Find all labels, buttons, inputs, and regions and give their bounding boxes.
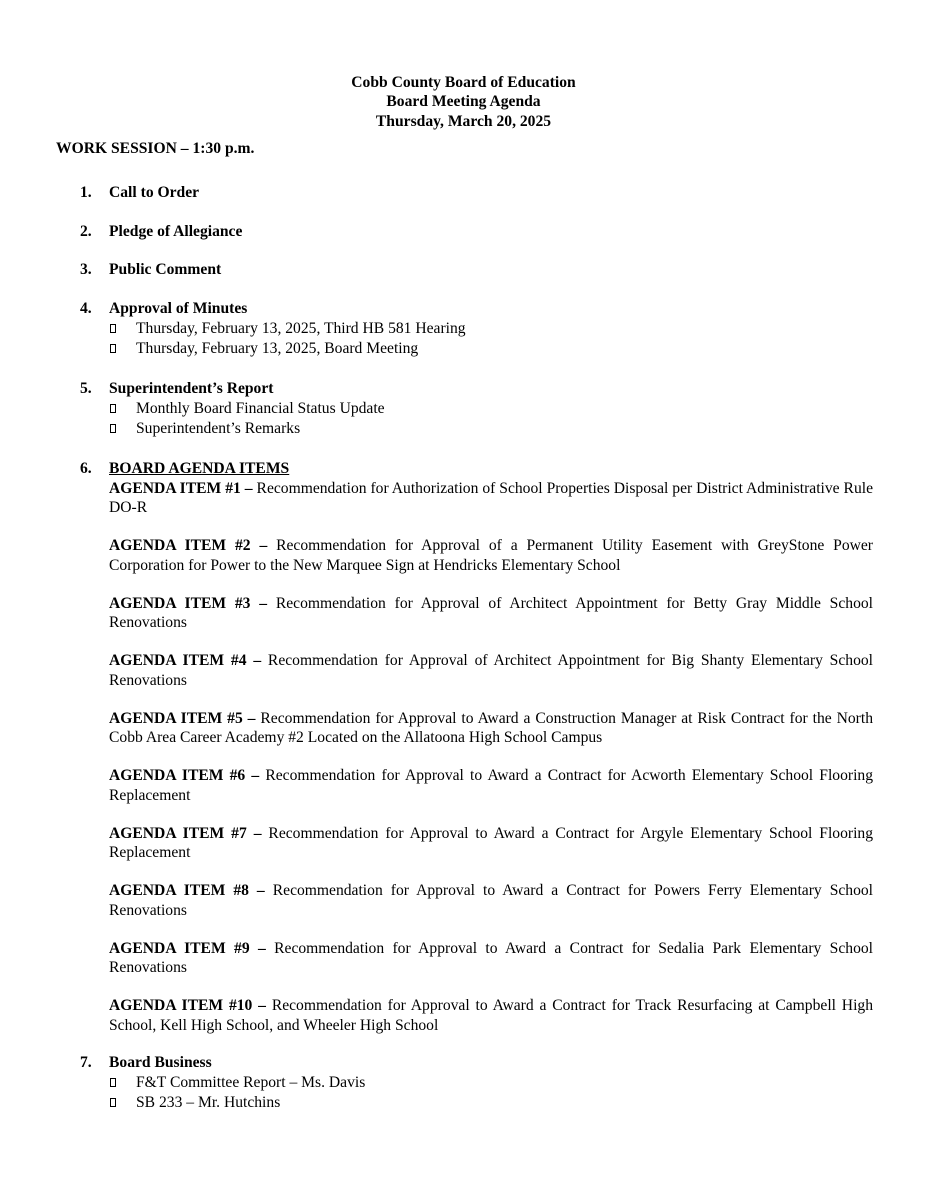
- section-call-to-order: [80, 183, 873, 203]
- section-title: Approval of Minutes: [109, 300, 248, 317]
- list-item: Thursday, February 13, 2025, Third HB 581 Hearing: [109, 319, 873, 340]
- list-item: Monthly Board Financial Status Update: [109, 399, 873, 420]
- section-title: BOARD AGENDA ITEMS: [109, 460, 290, 477]
- agenda-item-1: AGENDA ITEM #1 – Recommendation for Authorization of School Properties Disposal per District Administrative Rule DO-R: [109, 479, 873, 516]
- section-title: Superintendent’s Report: [109, 380, 274, 397]
- section-board-agenda-items: [80, 459, 873, 1054]
- agenda-item-5: AGENDA ITEM #5 – Recommendation for Approval to Award a Construction Manager at Risk Contract for the North Cobb Area Career Academy #2 Located on the Allatoona High School Campus: [109, 709, 874, 746]
- agenda-item-7: AGENDA ITEM #7 – Recommendation for Approval to Award a Contract for Argyle Elementary School Flooring Replacement: [109, 824, 874, 861]
- document-title: Board Meeting Agenda: [386, 93, 541, 111]
- section-number: 3.: [80, 261, 92, 278]
- section-pledge: [80, 222, 873, 242]
- org-name: Cobb County Board of Education: [351, 74, 576, 91]
- agenda-item-4: AGENDA ITEM #4 – Recommendation for Approval of Architect Appointment for Big Shanty Elementary School Renovations: [109, 652, 874, 689]
- list-item: F&T Committee Report – Ms. Davis: [109, 1073, 873, 1094]
- agenda-item-9: AGENDA ITEM #9 – Recommendation for Approval to Award a Contract for Sedalia Park Elementary School Renovations: [109, 939, 873, 976]
- bullet-box-icon: [110, 324, 116, 333]
- section-title: Pledge of Allegiance: [109, 223, 243, 240]
- section-approval-of-minutes: [80, 299, 873, 360]
- bullet-box-icon: [110, 1098, 116, 1107]
- agenda-item-3: AGENDA ITEM #3 – Recommendation for Approval of Architect Appointment for Betty Gray Middle School Renovations: [109, 594, 874, 631]
- section-number: 1.: [80, 184, 92, 201]
- section-number: 5.: [80, 380, 92, 397]
- section-title: Public Comment: [109, 261, 222, 278]
- list-item: Superintendent’s Remarks: [109, 419, 873, 440]
- agenda-item-list: [109, 479, 873, 1036]
- section-board-business: [80, 1053, 873, 1114]
- agenda-item-10: AGENDA ITEM #10 – Recommendation for Approval to Award a Contract for Track Resurfacing at Campbell High School, Kell High School, and Wheeler High School: [109, 997, 873, 1034]
- bullet-list: [109, 399, 873, 440]
- section-number: 4.: [80, 300, 92, 317]
- list-item: SB 233 – Mr. Hutchins: [109, 1093, 873, 1114]
- section-superintendent-report: [80, 379, 873, 440]
- bullet-box-icon: [110, 424, 116, 433]
- meeting-date: Thursday, March 20, 2025: [375, 112, 552, 130]
- bullet-box-icon: [110, 1078, 116, 1087]
- section-number: 7.: [80, 1054, 92, 1071]
- list-item: Thursday, February 13, 2025, Board Meeting: [109, 339, 873, 360]
- session-heading: WORK SESSION – 1:30 p.m.: [56, 140, 255, 157]
- bullet-box-icon: [110, 404, 116, 413]
- bullet-box-icon: [110, 344, 116, 353]
- document-header: [0, 73, 927, 131]
- section-title: Call to Order: [109, 184, 200, 201]
- section-public-comment: [80, 260, 873, 280]
- section-title: Board Business: [109, 1054, 212, 1071]
- bullet-list: [109, 319, 873, 360]
- agenda-item-2: AGENDA ITEM #2 – Recommendation for Approval of a Permanent Utility Easement with GreyStone Power Corporation for Power to the New Marquee Sign at Hendricks Elementary School: [109, 537, 873, 574]
- agenda-item-6: AGENDA ITEM #6 – Recommendation for Approval to Award a Contract for Acworth Elementary School Flooring Replacement: [109, 767, 874, 804]
- section-number: 6.: [80, 460, 92, 477]
- section-number: 2.: [80, 223, 92, 240]
- bullet-list: [109, 1073, 873, 1114]
- agenda-item-8: AGENDA ITEM #8 – Recommendation for Approval to Award a Contract for Powers Ferry Elementary School Renovations: [109, 882, 874, 919]
